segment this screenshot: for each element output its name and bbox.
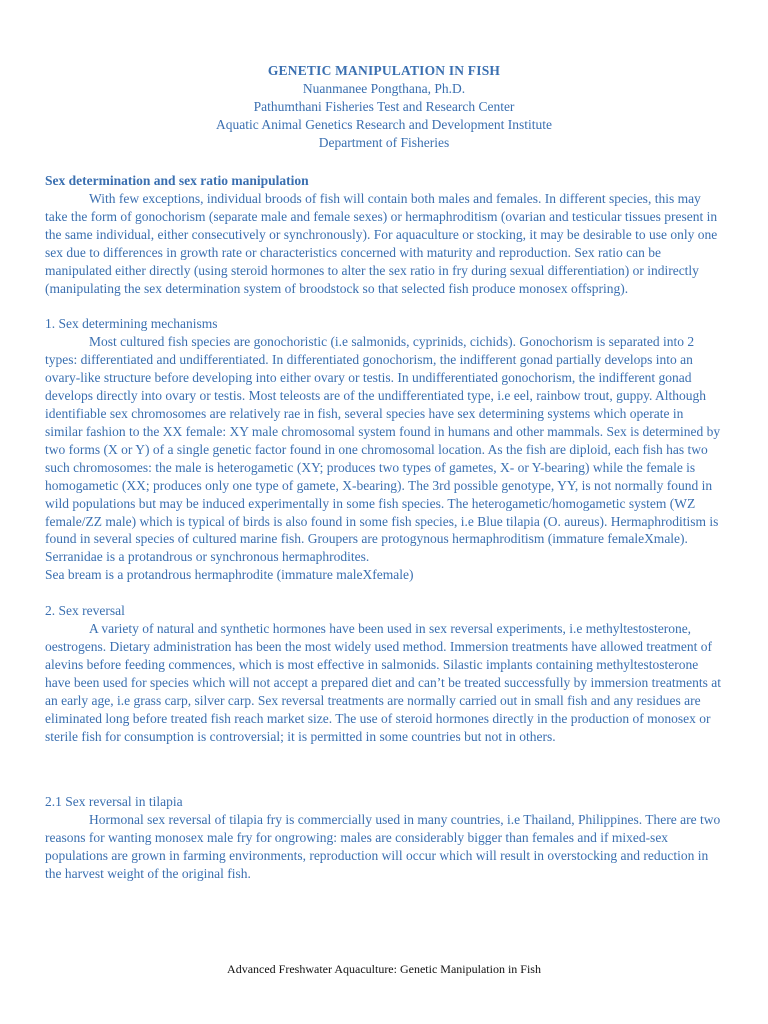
paragraph-tilapia: Hormonal sex reversal of tilapia fry is commercially used in many countries, i.e Thailand, Philippines. There are two reasons for wanting monosex male fry for ongrowing: males are considerably bigger than females and if mixed-sex populations are grown in farming environments, reproduction will occur which will result in overstocking and reduction in the harvest weight of the original fish. <box>45 812 721 882</box>
page-footer: Advanced Freshwater Aquaculture: Genetic Manipulation in Fish <box>227 962 541 976</box>
affiliation-line-3: Department of Fisheries <box>318 135 450 150</box>
document-title: GENETIC MANIPULATION IN FISH <box>267 63 501 78</box>
paragraph-sea-bream: Sea bream is a protandrous hermaphrodite (immature maleXfemale) <box>45 567 414 583</box>
paragraph-sex-determination: With few exceptions, individual broods of fish will contain both males and females. In different species, this may take the form of gonochorism (separate male and female sexes) or hermaphroditism (ovarian and testicular tissues present in the same individual, either consecutively or synchronously). For aquaculture or stocking, it may be desirable to use only one sex due to differences in growth rate or characteristics concerned with maturity and reproduction. Sex ratio can be manipulated either directly (using steroid hormones to alter the sex ratio in fry during sexual differentiation) or indirectly (manipulating the sex determination system of broodstock so that selected fish produce monosex offspring). <box>45 191 718 296</box>
affiliation-line-2: Aquatic Animal Genetics Research and Development Institute <box>216 117 552 132</box>
paragraph-sex-reversal: A variety of natural and synthetic hormones have been used in sex reversal experiments, i.e methyltestosterone, oestrogens. Dietary administration has been the most widely used method. Immersion treatments have allowed treatment of alevins before feeding commences, which is most effective in salmonids. Silastic implants containing methyltestosterone have been used for species which will not accept a prepared diet and can’t be treated successfully by immersion treatments at an early age, i.e grass carp, silver carp. Sex reversal treatments are normally carried out in small fish and any residues are eliminated long before treated fish reach market size. The use of steroid hormones directly in the production of monosex or sterile fish for consumption is controversial; it is permitted in some countries but not in others. <box>45 621 721 744</box>
affiliation-line-1: Pathumthani Fisheries Test and Research Center <box>253 99 515 114</box>
section-heading-tilapia: 2.1 Sex reversal in tilapia <box>45 794 183 810</box>
document-header <box>45 62 723 152</box>
author-name: Nuanmanee Pongthana, Ph.D. <box>302 81 466 96</box>
section-heading-sex-reversal: 2. Sex reversal <box>45 603 125 619</box>
paragraph-mechanisms: Most cultured fish species are gonochoristic (i.e salmonids, cyprinids, cichids). Gonochorism is separated into 2 types: differentiated and undifferentiated. In differentiated gonochorism, the indifferent gonad partially develops into an ovary-like structure before developing into either ovary or testis. In undifferentiated gonochorism, the indifferent gonad develops directly into ovary or testis. Most teleosts are of the undifferentiated type, i.e eel, rainbow trout, guppy. Although identifiable sex chromosomes are relatively rae in fish, several species have sex determining systems which operate in similar fashion to the XX female: XY male chromosomal system found in humans and other mammals. Sex is determined by two forms (X or Y) of a single genetic factor found in one chromosomal location. As the fish are diploid, each fish has two such chromosomes: the male is heterogametic (XY; produces two types of gametes, X- or Y-bearing) while the female is homogametic (XX; produces only one type of gamete, X-bearing). The 3rd possible genotype, YY, is not normally found in wild populations but may be induced experimentally in some fish species. The heterogametic/homogametic system (WZ female/ZZ male) which is typical of birds is also found in some fish species, i.e Blue tilapia (O. aureus). Hermaphroditism is found in several species of cultured marine fish. Groupers are protogynous hermaphroditism (immature femaleXmale). Serranidae is a protandrous or synchronous hermaphrodites. <box>45 334 721 565</box>
section-heading-mechanisms: 1. Sex determining mechanisms <box>45 316 218 332</box>
section-heading-sex-determination: Sex determination and sex ratio manipulation <box>45 173 309 188</box>
